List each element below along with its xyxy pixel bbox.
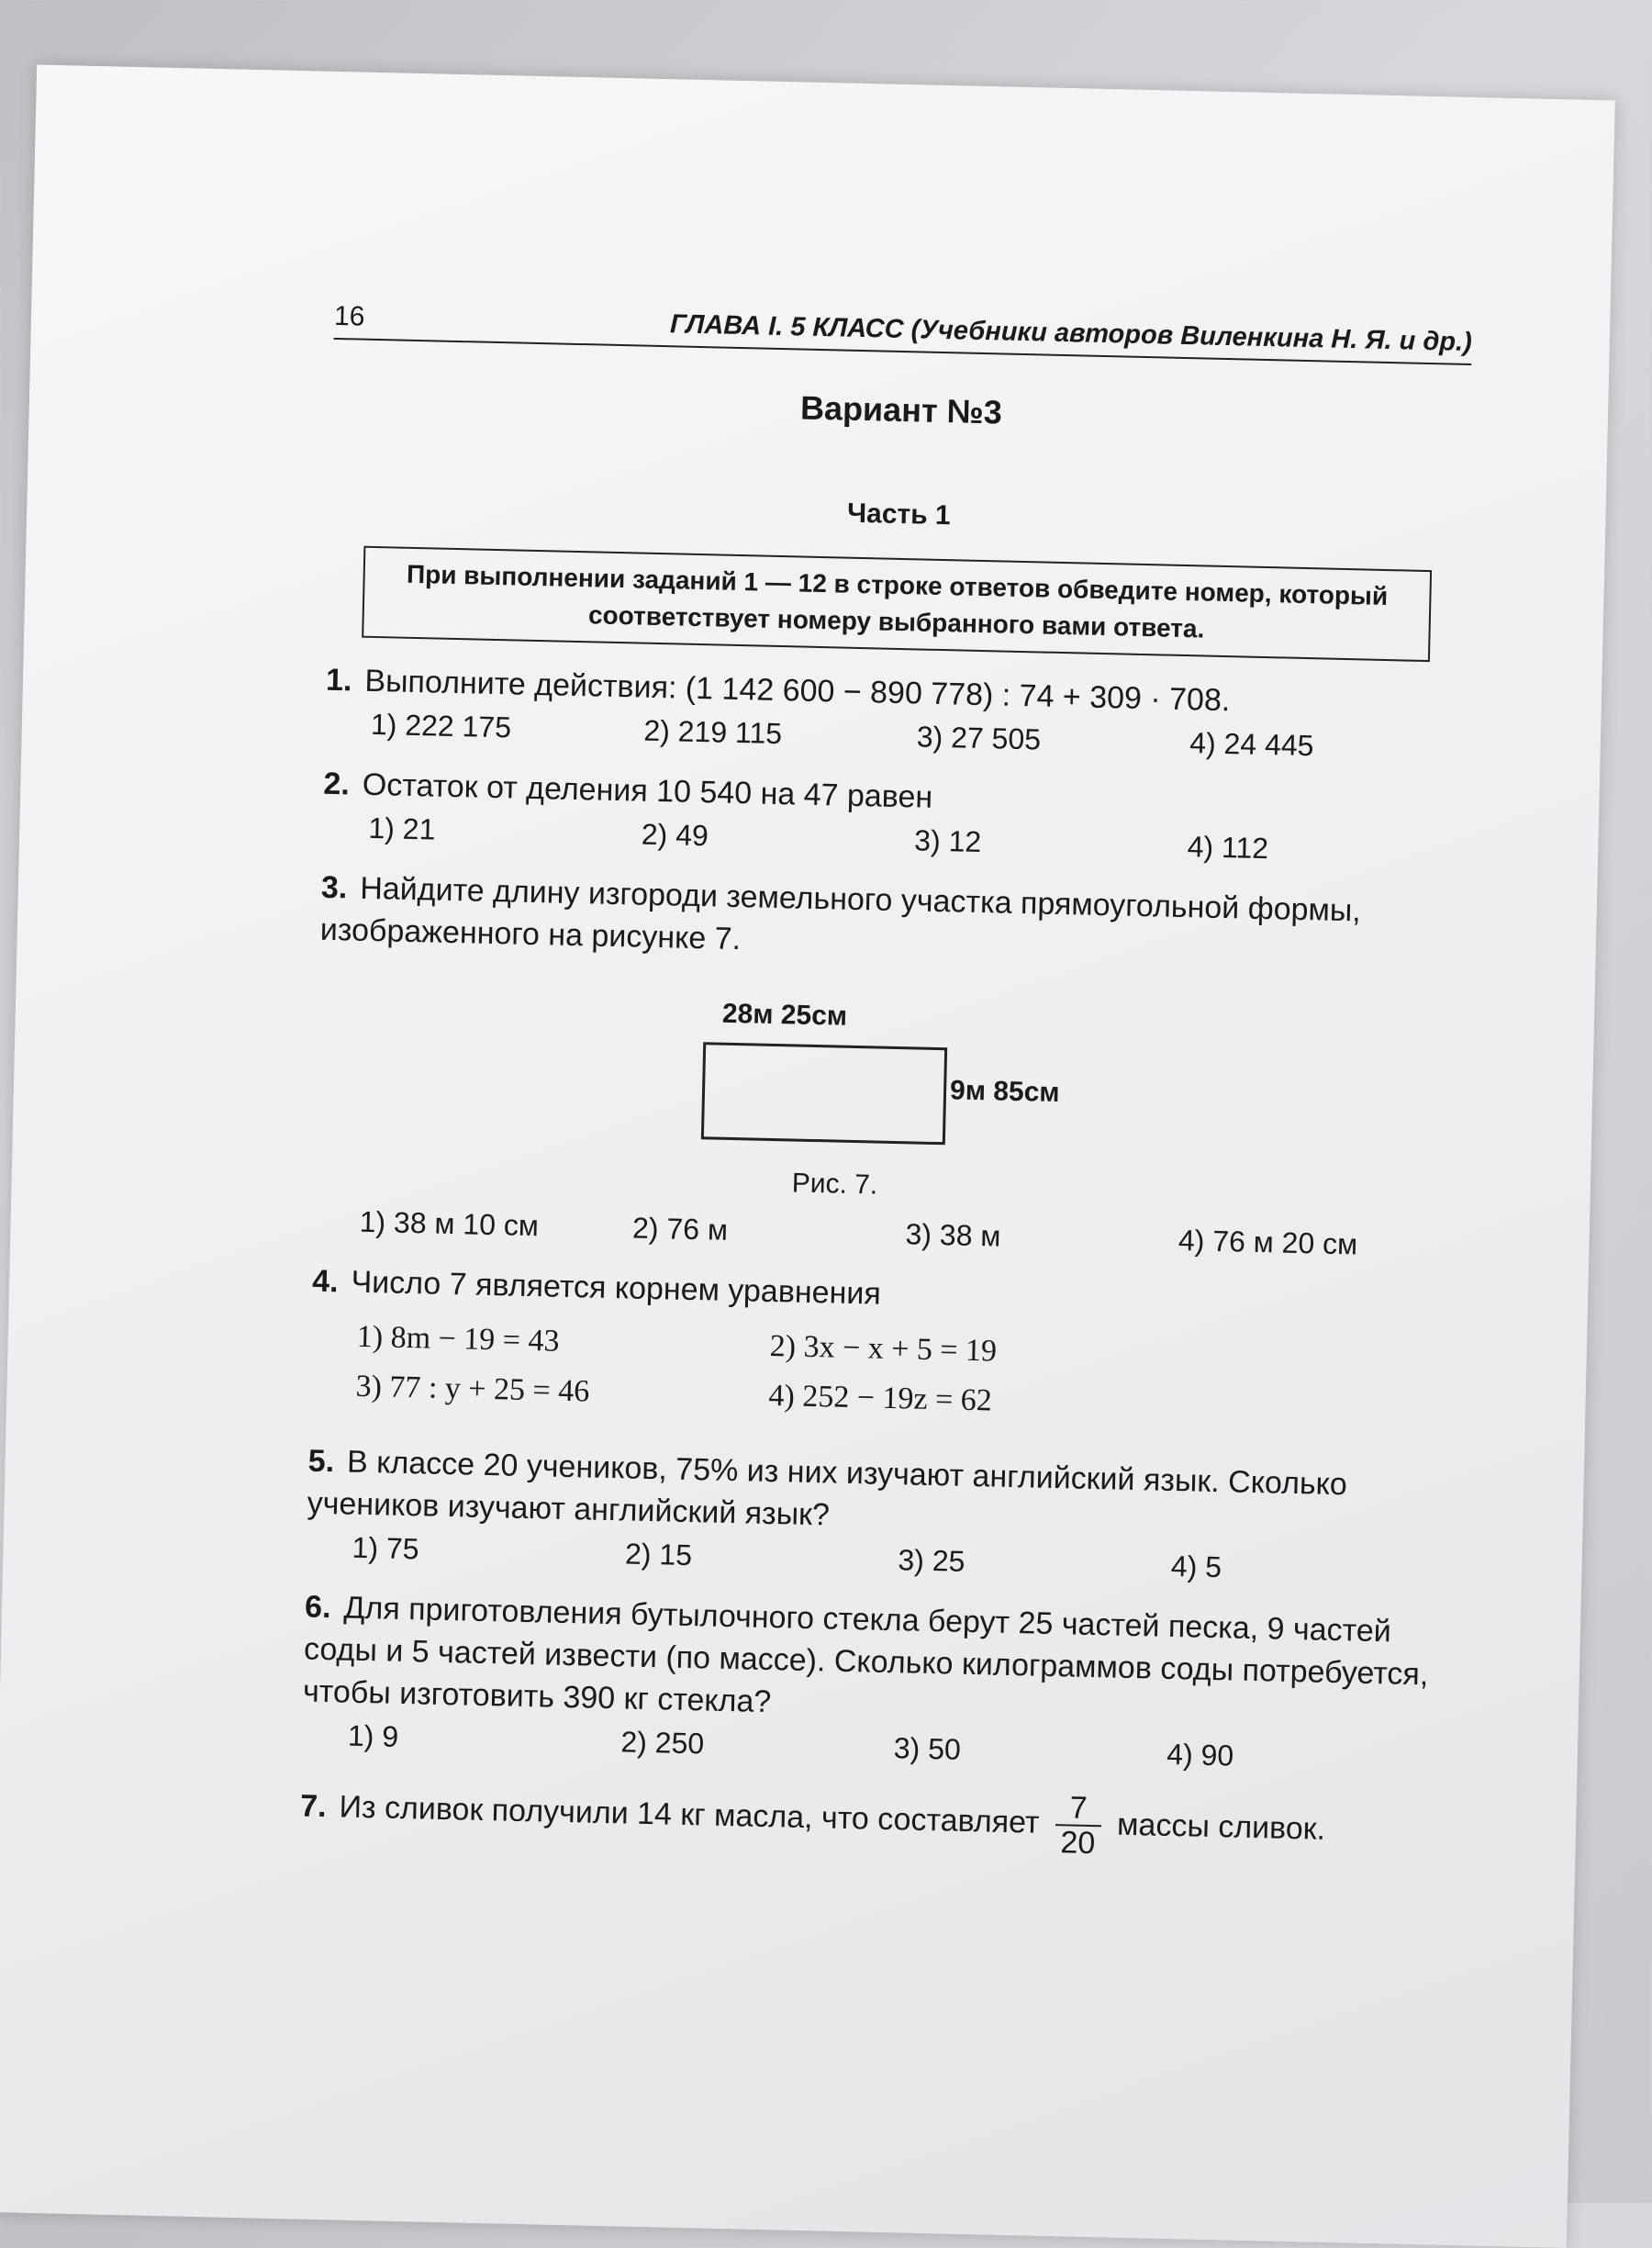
question-6 <box>303 1586 1444 1739</box>
answer-option[interactable]: 4) 90 <box>1166 1737 1234 1773</box>
figure-caption: Рис. 7. <box>791 1168 878 1201</box>
question-text: Для приготовления бутылочного стекла берут 25 частей песка, 9 частей соды и 5 частей извести (по массе). Сколько килограммов соды потребуется, чтобы изготовить 390 кг стекла? <box>302 1590 1429 1720</box>
chapter-title: ГЛАВА I. 5 КЛАСС (Учебники авторов Виленкина Н. Я. и др.) <box>669 309 1473 358</box>
question-text: Найдите длину изгороди земельного участка прямоугольной формы, изображенного на рисунке 7. <box>319 870 1362 957</box>
answer-option[interactable]: 1) 21 <box>368 811 436 846</box>
fraction-numerator: 7 <box>1055 1791 1102 1827</box>
instruction-box: При выполнении заданий 1 — 12 в строке ответов обведите номер, который соответствует номеру выбранного вами ответа. <box>362 546 1432 662</box>
answer-option[interactable]: 3) 38 м <box>905 1217 1001 1253</box>
answer-option[interactable]: 4) 24 445 <box>1189 726 1314 763</box>
answer-options-4 <box>355 1320 1183 1437</box>
answer-option[interactable]: 3) 50 <box>893 1731 962 1766</box>
page-number: 16 <box>333 300 365 332</box>
question-3 <box>319 867 1459 977</box>
paper-sheet <box>0 64 1615 2247</box>
question-number: 4. <box>311 1263 340 1300</box>
answer-option[interactable]: 1) 222 175 <box>370 707 512 744</box>
answer-option[interactable]: 1) 38 м 10 см <box>359 1204 540 1243</box>
answer-option[interactable]: 3) 25 <box>898 1543 966 1578</box>
answer-option[interactable]: 2) 219 115 <box>643 713 783 751</box>
answer-option[interactable]: 2) 250 <box>620 1725 705 1761</box>
answer-option[interactable]: 3) 12 <box>913 823 982 859</box>
answer-option[interactable]: 2) 15 <box>624 1537 693 1572</box>
question-text: Выполните действия: (1 142 600 − 890 778) : 74 + 309 · 708. <box>364 663 1231 719</box>
answer-option[interactable]: 3) 27 505 <box>916 720 1042 756</box>
question-text-after: массы сливок. <box>1116 1806 1326 1847</box>
question-number: 1. <box>325 662 352 699</box>
answer-option[interactable]: 2) 76 м <box>631 1211 729 1247</box>
question-number: 3. <box>320 869 348 906</box>
question-number: 5. <box>307 1443 335 1480</box>
part-title: Часть 1 <box>846 498 952 531</box>
question-number: 6. <box>304 1589 331 1626</box>
answer-option[interactable]: 4) 112 <box>1187 830 1269 866</box>
answer-option[interactable]: 2) 3x − x + 5 = 19 <box>769 1328 998 1369</box>
question-number: 2. <box>323 766 351 802</box>
fraction <box>1055 1791 1101 1860</box>
answer-option[interactable]: 1) 8m − 19 = 43 <box>356 1319 560 1359</box>
question-4 <box>312 1260 1451 1328</box>
answer-option[interactable]: 1) 75 <box>352 1530 419 1566</box>
answer-option[interactable]: 2) 49 <box>641 817 709 853</box>
question-text-before: Из сливок получили 14 кг масла, что составляет <box>339 1789 1040 1840</box>
question-text: В классе 20 учеников, 75% из них изучают английский язык. Сколько учеников изучают английский язык? <box>307 1444 1348 1533</box>
answer-option[interactable]: 1) 9 <box>347 1718 399 1753</box>
rectangle-plot <box>701 1042 947 1145</box>
variant-title: Вариант №3 <box>799 388 1003 431</box>
question-number: 7. <box>299 1788 328 1825</box>
figure-width-label: 9м 85см <box>949 1075 1060 1109</box>
figure-length-label: 28м 25см <box>721 998 848 1032</box>
fraction-denominator: 20 <box>1060 1825 1096 1862</box>
page-header <box>334 301 1473 365</box>
page-content <box>299 301 1472 1868</box>
question-text: Остаток от деления 10 540 на 47 равен <box>362 766 933 815</box>
answer-option[interactable]: 4) 76 м 20 см <box>1178 1224 1358 1261</box>
answer-option[interactable]: 4) 252 − 19z = 62 <box>768 1378 993 1418</box>
answer-option[interactable]: 3) 77 : y + 25 = 46 <box>355 1369 590 1409</box>
figure-7 <box>314 969 1457 1225</box>
question-7 <box>299 1773 1438 1867</box>
question-text: Число 7 является корнем уравнения <box>351 1264 882 1312</box>
answer-option[interactable]: 4) 5 <box>1170 1549 1222 1584</box>
